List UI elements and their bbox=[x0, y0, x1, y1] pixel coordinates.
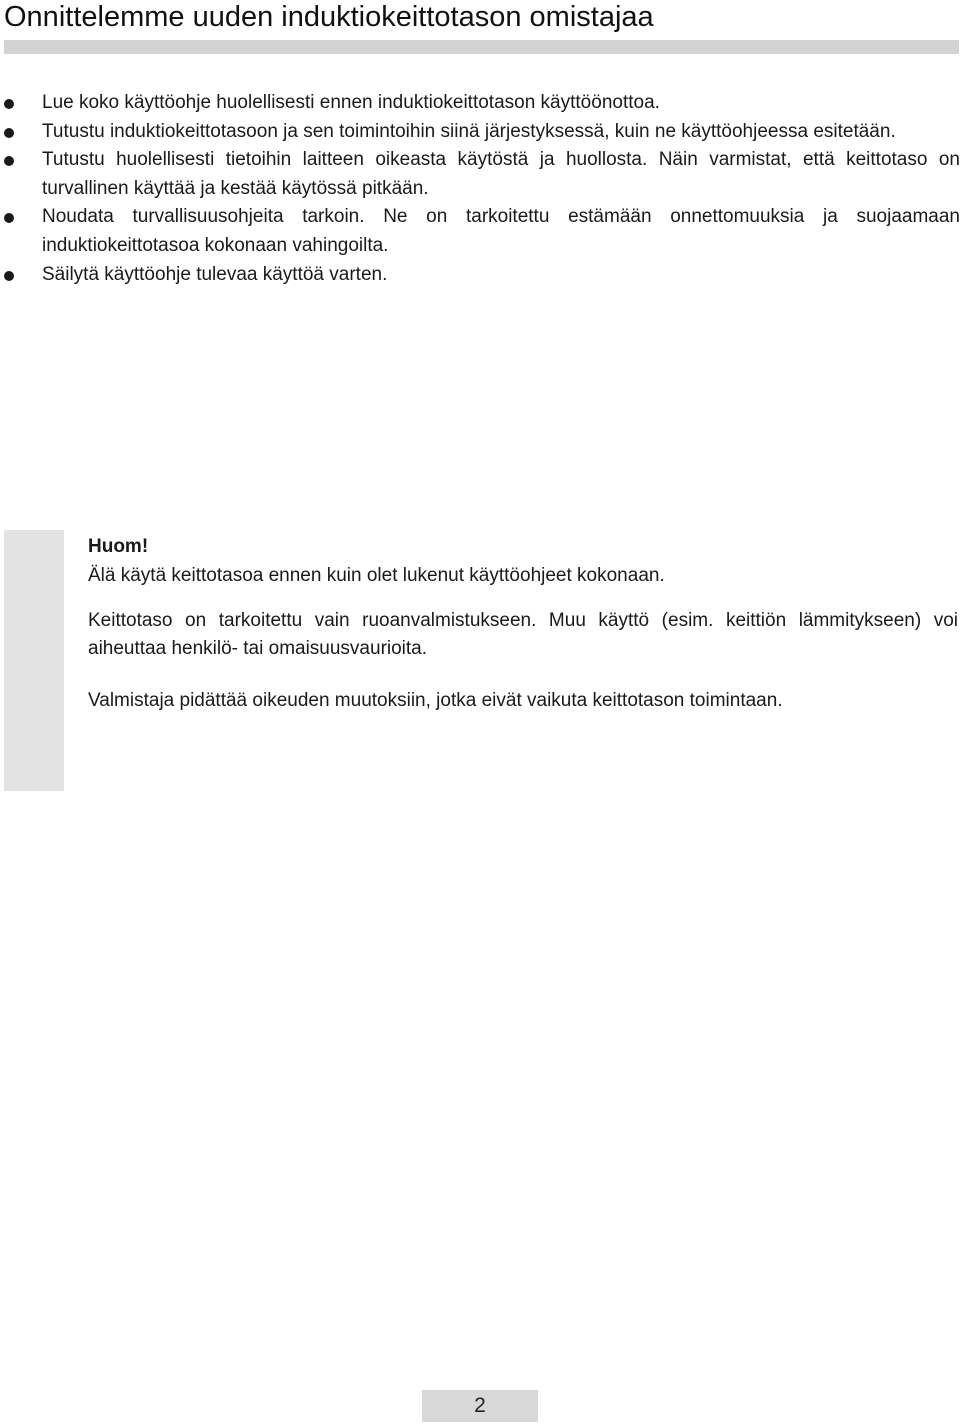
list-item bbox=[4, 261, 960, 290]
instructions-list bbox=[4, 89, 960, 289]
bullet-icon bbox=[4, 271, 14, 281]
note-paragraph: Valmistaja pidättää oikeuden muutoksiin, jotka eivät vaikuta keittotason toimintaan. bbox=[88, 690, 783, 711]
list-item-text: Noudata turvallisuusohjeita tarkoin. Ne on tarkoitettu estämään onnettomuuksia ja suojaamaan induktiokeittotasoa kokonaan vahingoilta. bbox=[42, 206, 960, 256]
list-item bbox=[4, 146, 960, 203]
list-item-text: Säilytä käyttöohje tulevaa käyttöä varten. bbox=[42, 263, 388, 285]
bullet-icon bbox=[4, 213, 14, 223]
list-item bbox=[4, 118, 960, 147]
page-number: 2 bbox=[422, 1390, 538, 1422]
note-box bbox=[88, 532, 958, 715]
list-item bbox=[4, 89, 960, 118]
list-item bbox=[4, 203, 960, 260]
note-heading: Huom! bbox=[88, 536, 149, 557]
page-title: Onnittelemme uuden induktiokeittotason omistajaa bbox=[4, 1, 654, 33]
list-item-text: Tutustu induktiokeittotasoon ja sen toimintoihin siinä järjestyksessä, kuin ne käyttöohjeessa esitetään. bbox=[42, 120, 896, 142]
list-item-text: Tutustu huolellisesti tietoihin laitteen oikeasta käytöstä ja huollosta. Näin varmistat, että keittotaso on turvallinen käyttää ja kestää käytössä pitkään. bbox=[42, 149, 960, 199]
title-divider bbox=[4, 40, 959, 54]
bullet-icon bbox=[4, 156, 14, 166]
note-paragraph: Keittotaso on tarkoitettu vain ruoanvalmistukseen. Muu käyttö (esim. keittiön lämmitykseen) voi aiheuttaa henkilö- tai omaisuusvaurioita. bbox=[88, 610, 958, 659]
note-side-bar bbox=[4, 530, 64, 791]
bullet-icon bbox=[4, 128, 14, 138]
list-item-text: Lue koko käyttöohje huolellisesti ennen induktiokeittotason käyttöönottoa. bbox=[42, 92, 660, 113]
bullet-icon bbox=[4, 99, 14, 109]
note-paragraph: Älä käytä keittotasoa ennen kuin olet lukenut käyttöohjeet kokonaan. bbox=[88, 565, 665, 586]
